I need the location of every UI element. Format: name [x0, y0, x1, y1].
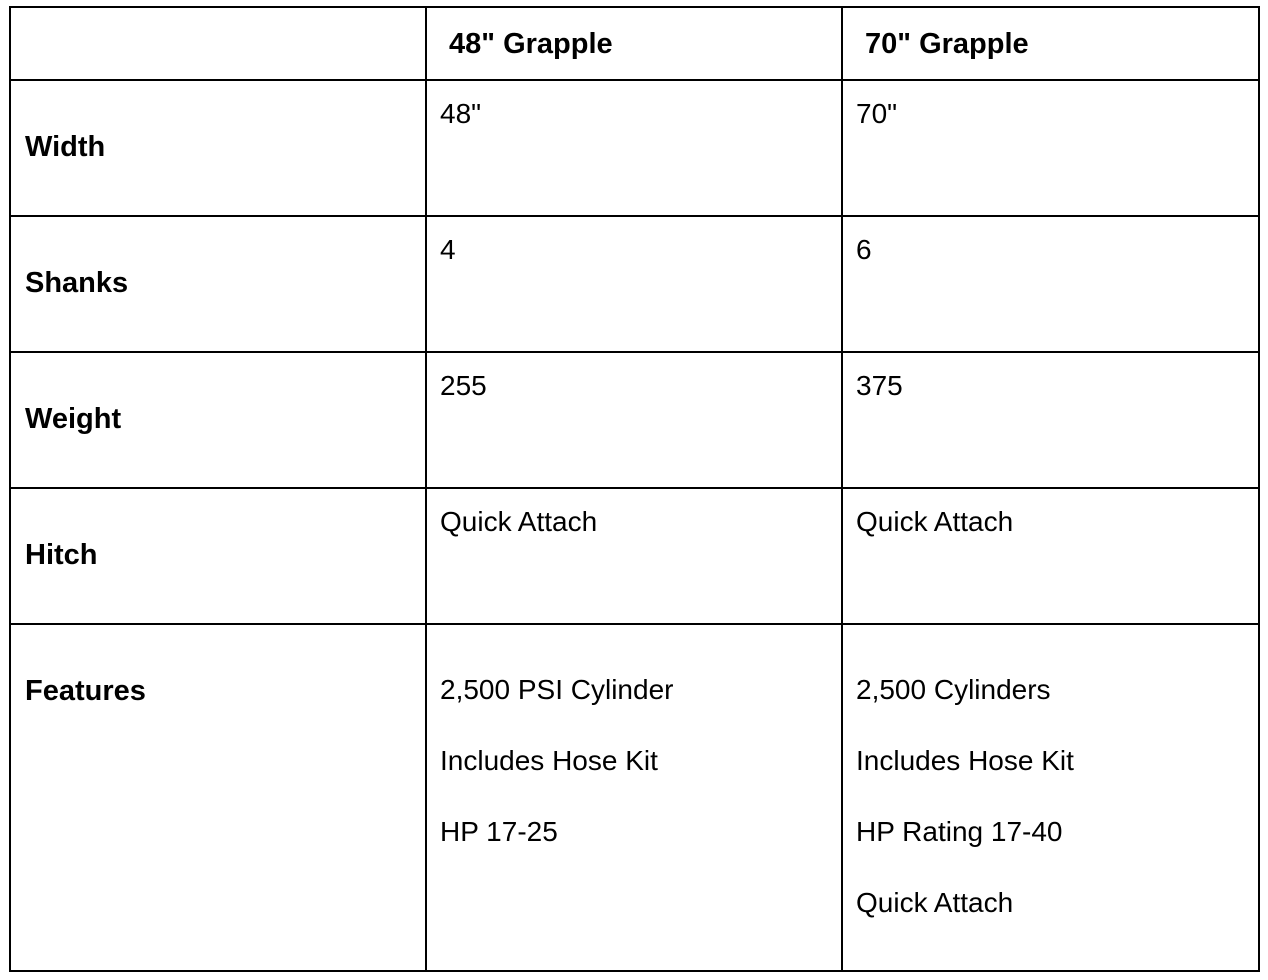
header-48-grapple: 48" Grapple: [449, 28, 613, 60]
row-label-features: Features: [25, 675, 146, 707]
value-cell-70: [842, 80, 1259, 216]
table-header-row: [10, 7, 1259, 80]
row-label-cell: [10, 216, 426, 352]
feature-item: HP 17-25: [440, 816, 558, 847]
grapple-spec-table: [9, 6, 1260, 972]
row-label-cell: [10, 352, 426, 488]
table-row-shanks: [10, 216, 1259, 352]
value-cell-70: [842, 352, 1259, 488]
feature-item: Includes Hose Kit: [440, 745, 658, 776]
value-cell-48: [426, 216, 842, 352]
row-label-cell: [10, 488, 426, 624]
row-label-weight: Weight: [25, 403, 122, 435]
header-cell-48-grapple: [426, 7, 842, 80]
header-cell-70-grapple: [842, 7, 1259, 80]
features-cell-48: [426, 624, 842, 971]
shanks-70-value: 6: [856, 234, 872, 265]
row-label-width: Width: [25, 131, 106, 163]
row-label-cell: [10, 624, 426, 971]
hitch-48-value: Quick Attach: [440, 506, 598, 537]
header-cell-empty: [10, 7, 426, 80]
header-70-grapple: 70" Grapple: [865, 28, 1029, 60]
width-48-value: 48": [440, 98, 482, 129]
weight-70-value: 375: [856, 370, 903, 401]
hitch-70-value: Quick Attach: [856, 506, 1014, 537]
features-list-70: [843, 625, 1258, 920]
feature-item: 2,500 Cylinders: [856, 674, 1051, 705]
table-row-hitch: [10, 488, 1259, 624]
row-label-hitch: Hitch: [25, 539, 98, 571]
table-row-weight: [10, 352, 1259, 488]
width-70-value: 70": [856, 98, 898, 129]
value-cell-70: [842, 216, 1259, 352]
value-cell-48: [426, 488, 842, 624]
value-cell-70: [842, 488, 1259, 624]
row-label-cell: [10, 80, 426, 216]
shanks-48-value: 4: [440, 234, 456, 265]
feature-item: Includes Hose Kit: [856, 745, 1074, 776]
weight-48-value: 255: [440, 370, 487, 401]
value-cell-48: [426, 352, 842, 488]
feature-item: 2,500 PSI Cylinder: [440, 674, 674, 705]
row-label-shanks: Shanks: [25, 267, 129, 299]
table-row-width: [10, 80, 1259, 216]
feature-item: Quick Attach: [856, 887, 1014, 918]
value-cell-48: [426, 80, 842, 216]
features-cell-70: [842, 624, 1259, 971]
table-row-features: [10, 624, 1259, 971]
features-list-48: [427, 625, 841, 849]
feature-item: HP Rating 17-40: [856, 816, 1063, 847]
